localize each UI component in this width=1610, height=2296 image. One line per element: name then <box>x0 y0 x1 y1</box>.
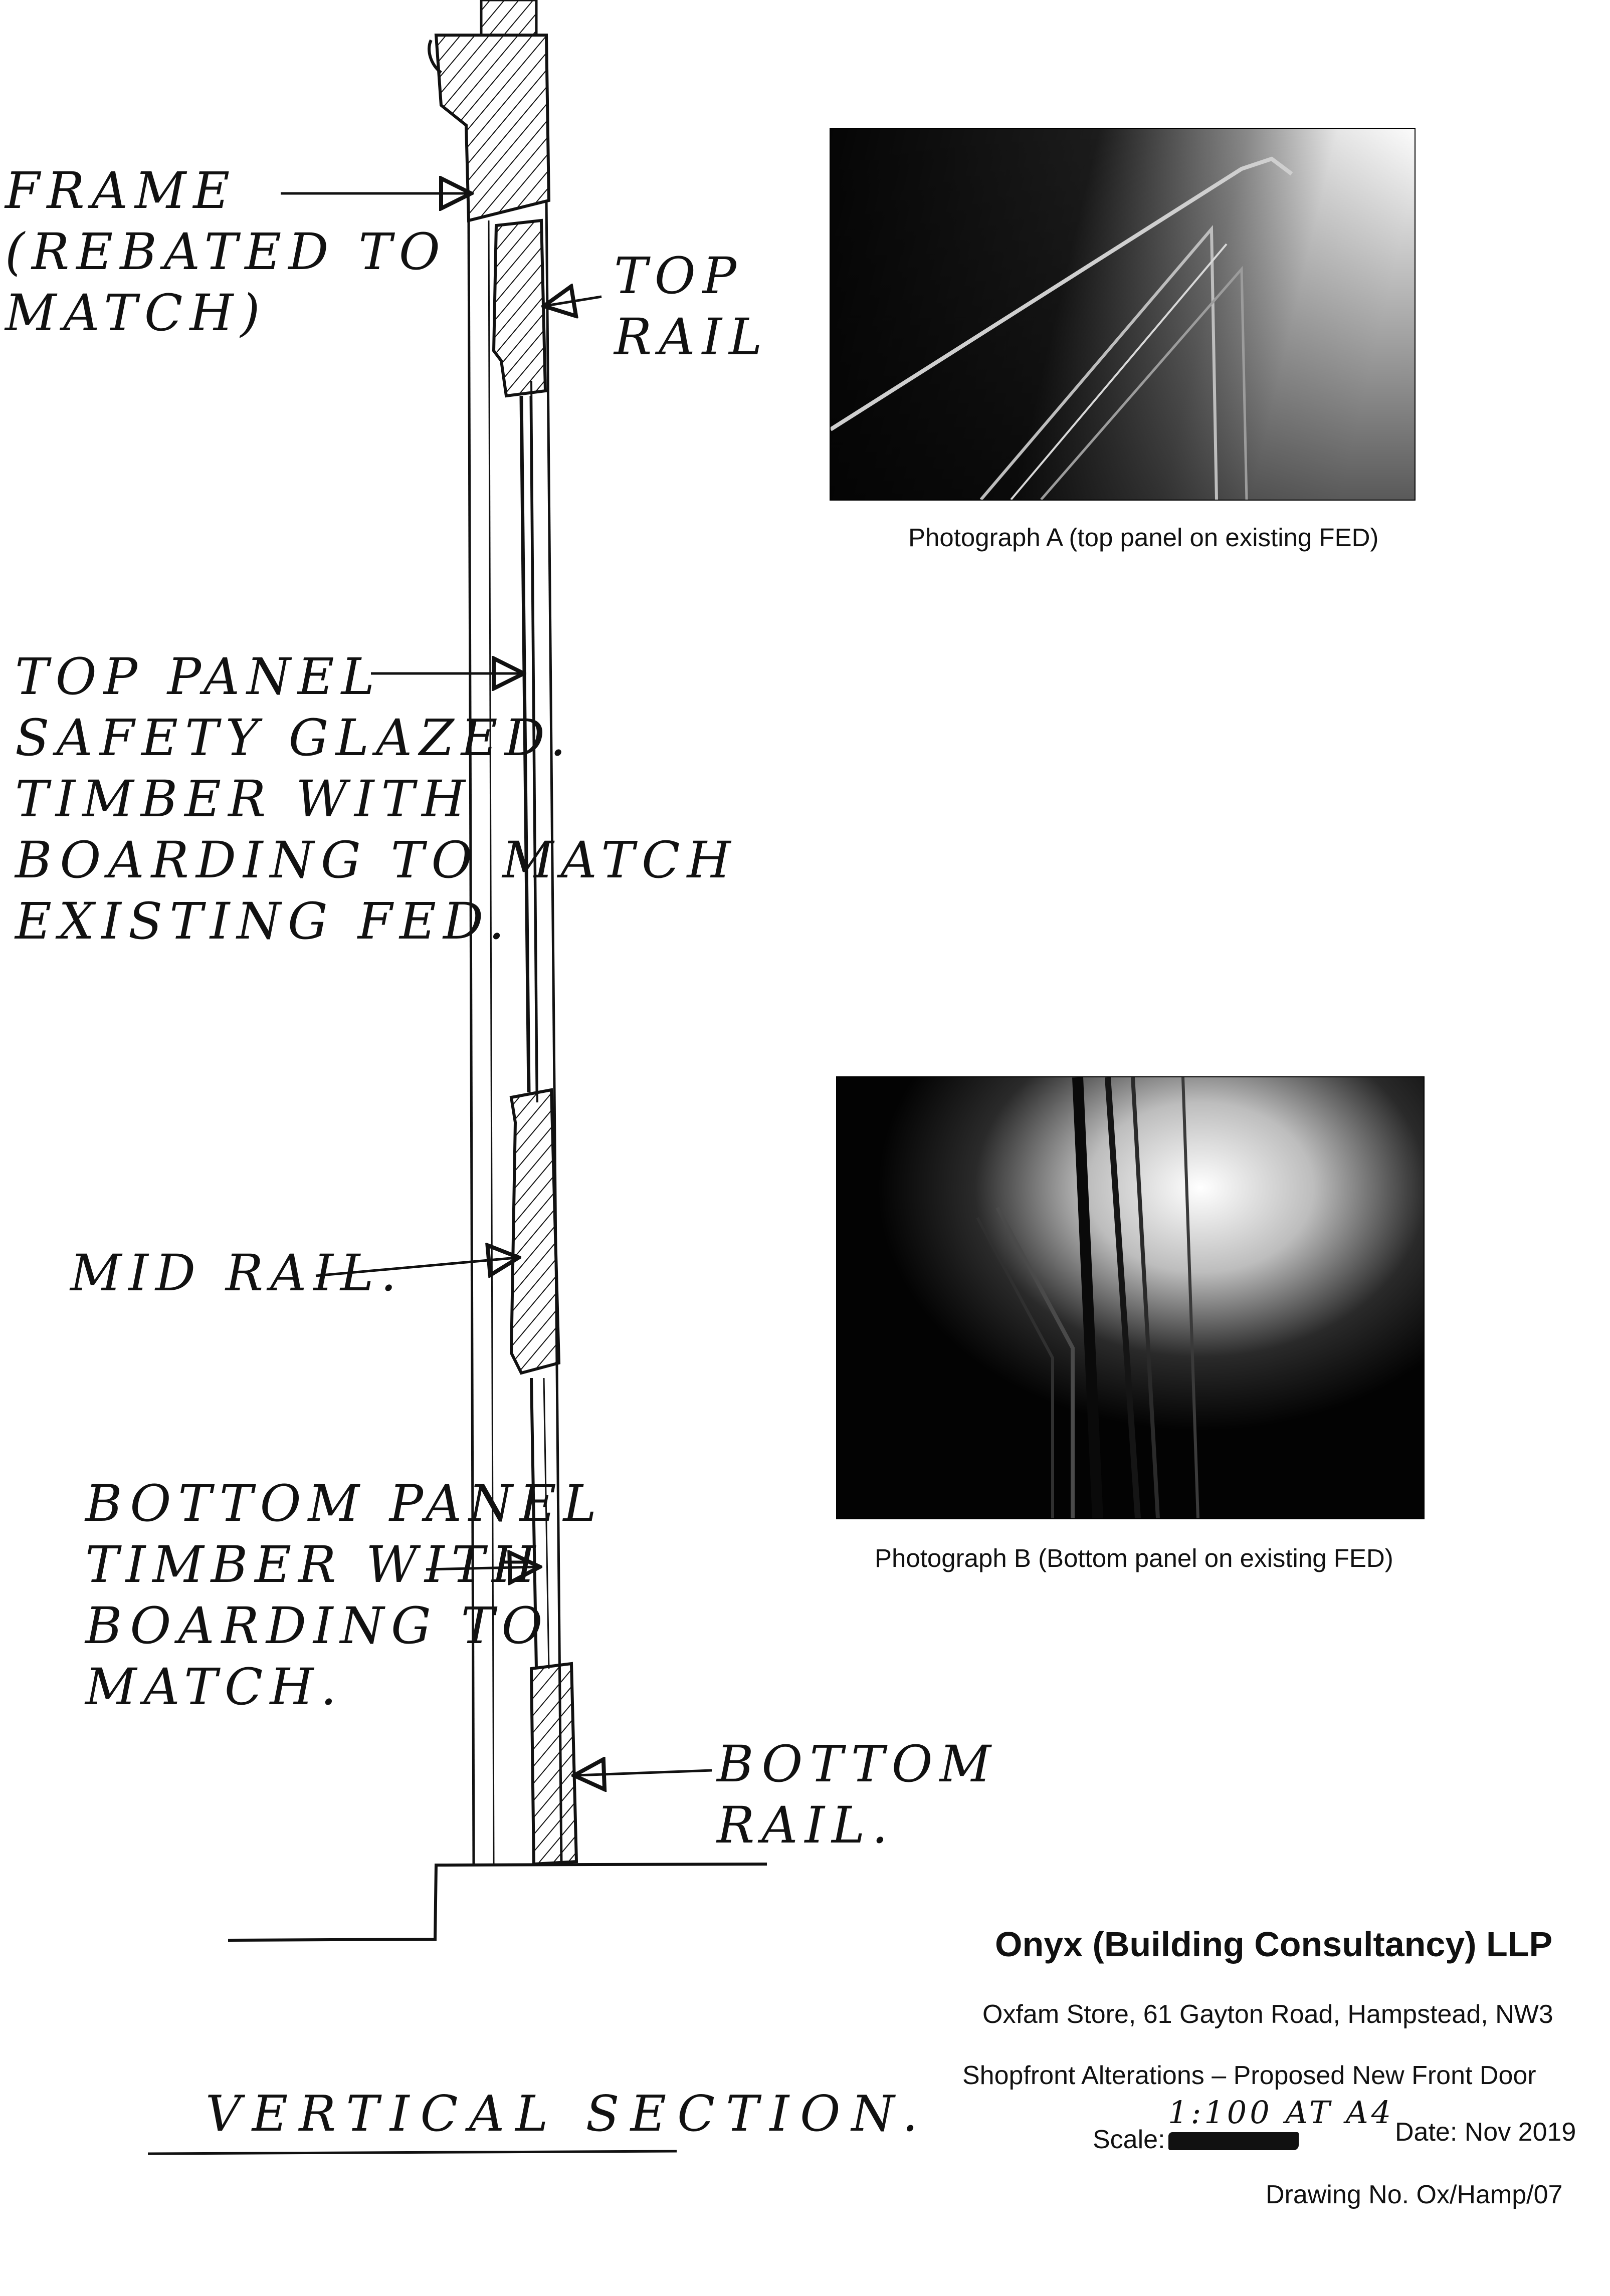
photograph-b-caption: Photograph B (Bottom panel on existing FED) <box>875 1544 1393 1572</box>
photograph-b-image <box>837 1077 1424 1518</box>
bottom-rail-leader <box>576 1770 712 1775</box>
project-title: Shopfront Alterations – Proposed New Front Door <box>962 2061 1536 2090</box>
photograph-a-image <box>831 129 1415 500</box>
top-rail-section <box>494 220 545 396</box>
scale-label: Scale: <box>1093 2125 1165 2154</box>
photograph-a <box>830 128 1416 501</box>
annotation-bottom-panel: BOTTOM PANEL TIMBER WITH BOARDING TO MATCH. <box>85 1474 603 1716</box>
mid-rail-section <box>511 1090 559 1373</box>
drawing-number: Drawing No. Ox/Hamp/07 <box>1266 2180 1563 2209</box>
scale-redaction-scribble <box>1168 2132 1299 2150</box>
annotation-mid-rail: MID RAIL. <box>70 1244 404 1302</box>
threshold-step <box>228 1864 767 1940</box>
section-title-underline <box>148 2151 677 2154</box>
scale-line <box>1093 2125 1299 2155</box>
firm-name: Onyx (Building Consultancy) LLP <box>995 1925 1553 1964</box>
photograph-a-caption: Photograph A (top panel on existing FED) <box>908 523 1379 552</box>
annotation-bottom-rail: BOTTOM RAIL. <box>717 1735 998 1855</box>
annotation-top-panel: TOP PANEL SAFETY GLAZED. TIMBER WITH BOARDING TO MATCH EXISTING FED. <box>15 647 738 951</box>
annotation-frame: FRAME (REBATED TO MATCH) <box>5 161 447 342</box>
photograph-b <box>836 1076 1425 1519</box>
site-address: Oxfam Store, 61 Gayton Road, Hampstead, NW3 <box>982 2000 1553 2029</box>
frame-head <box>429 0 549 220</box>
drawing-date: Date: Nov 2019 <box>1395 2118 1576 2147</box>
section-title: VERTICAL SECTION. <box>206 2086 929 2143</box>
scale-handwritten: 1:100 AT A4 <box>1168 2094 1394 2131</box>
annotation-top-rail: TOP RAIL <box>614 247 769 366</box>
top-rail-leader <box>546 297 601 306</box>
